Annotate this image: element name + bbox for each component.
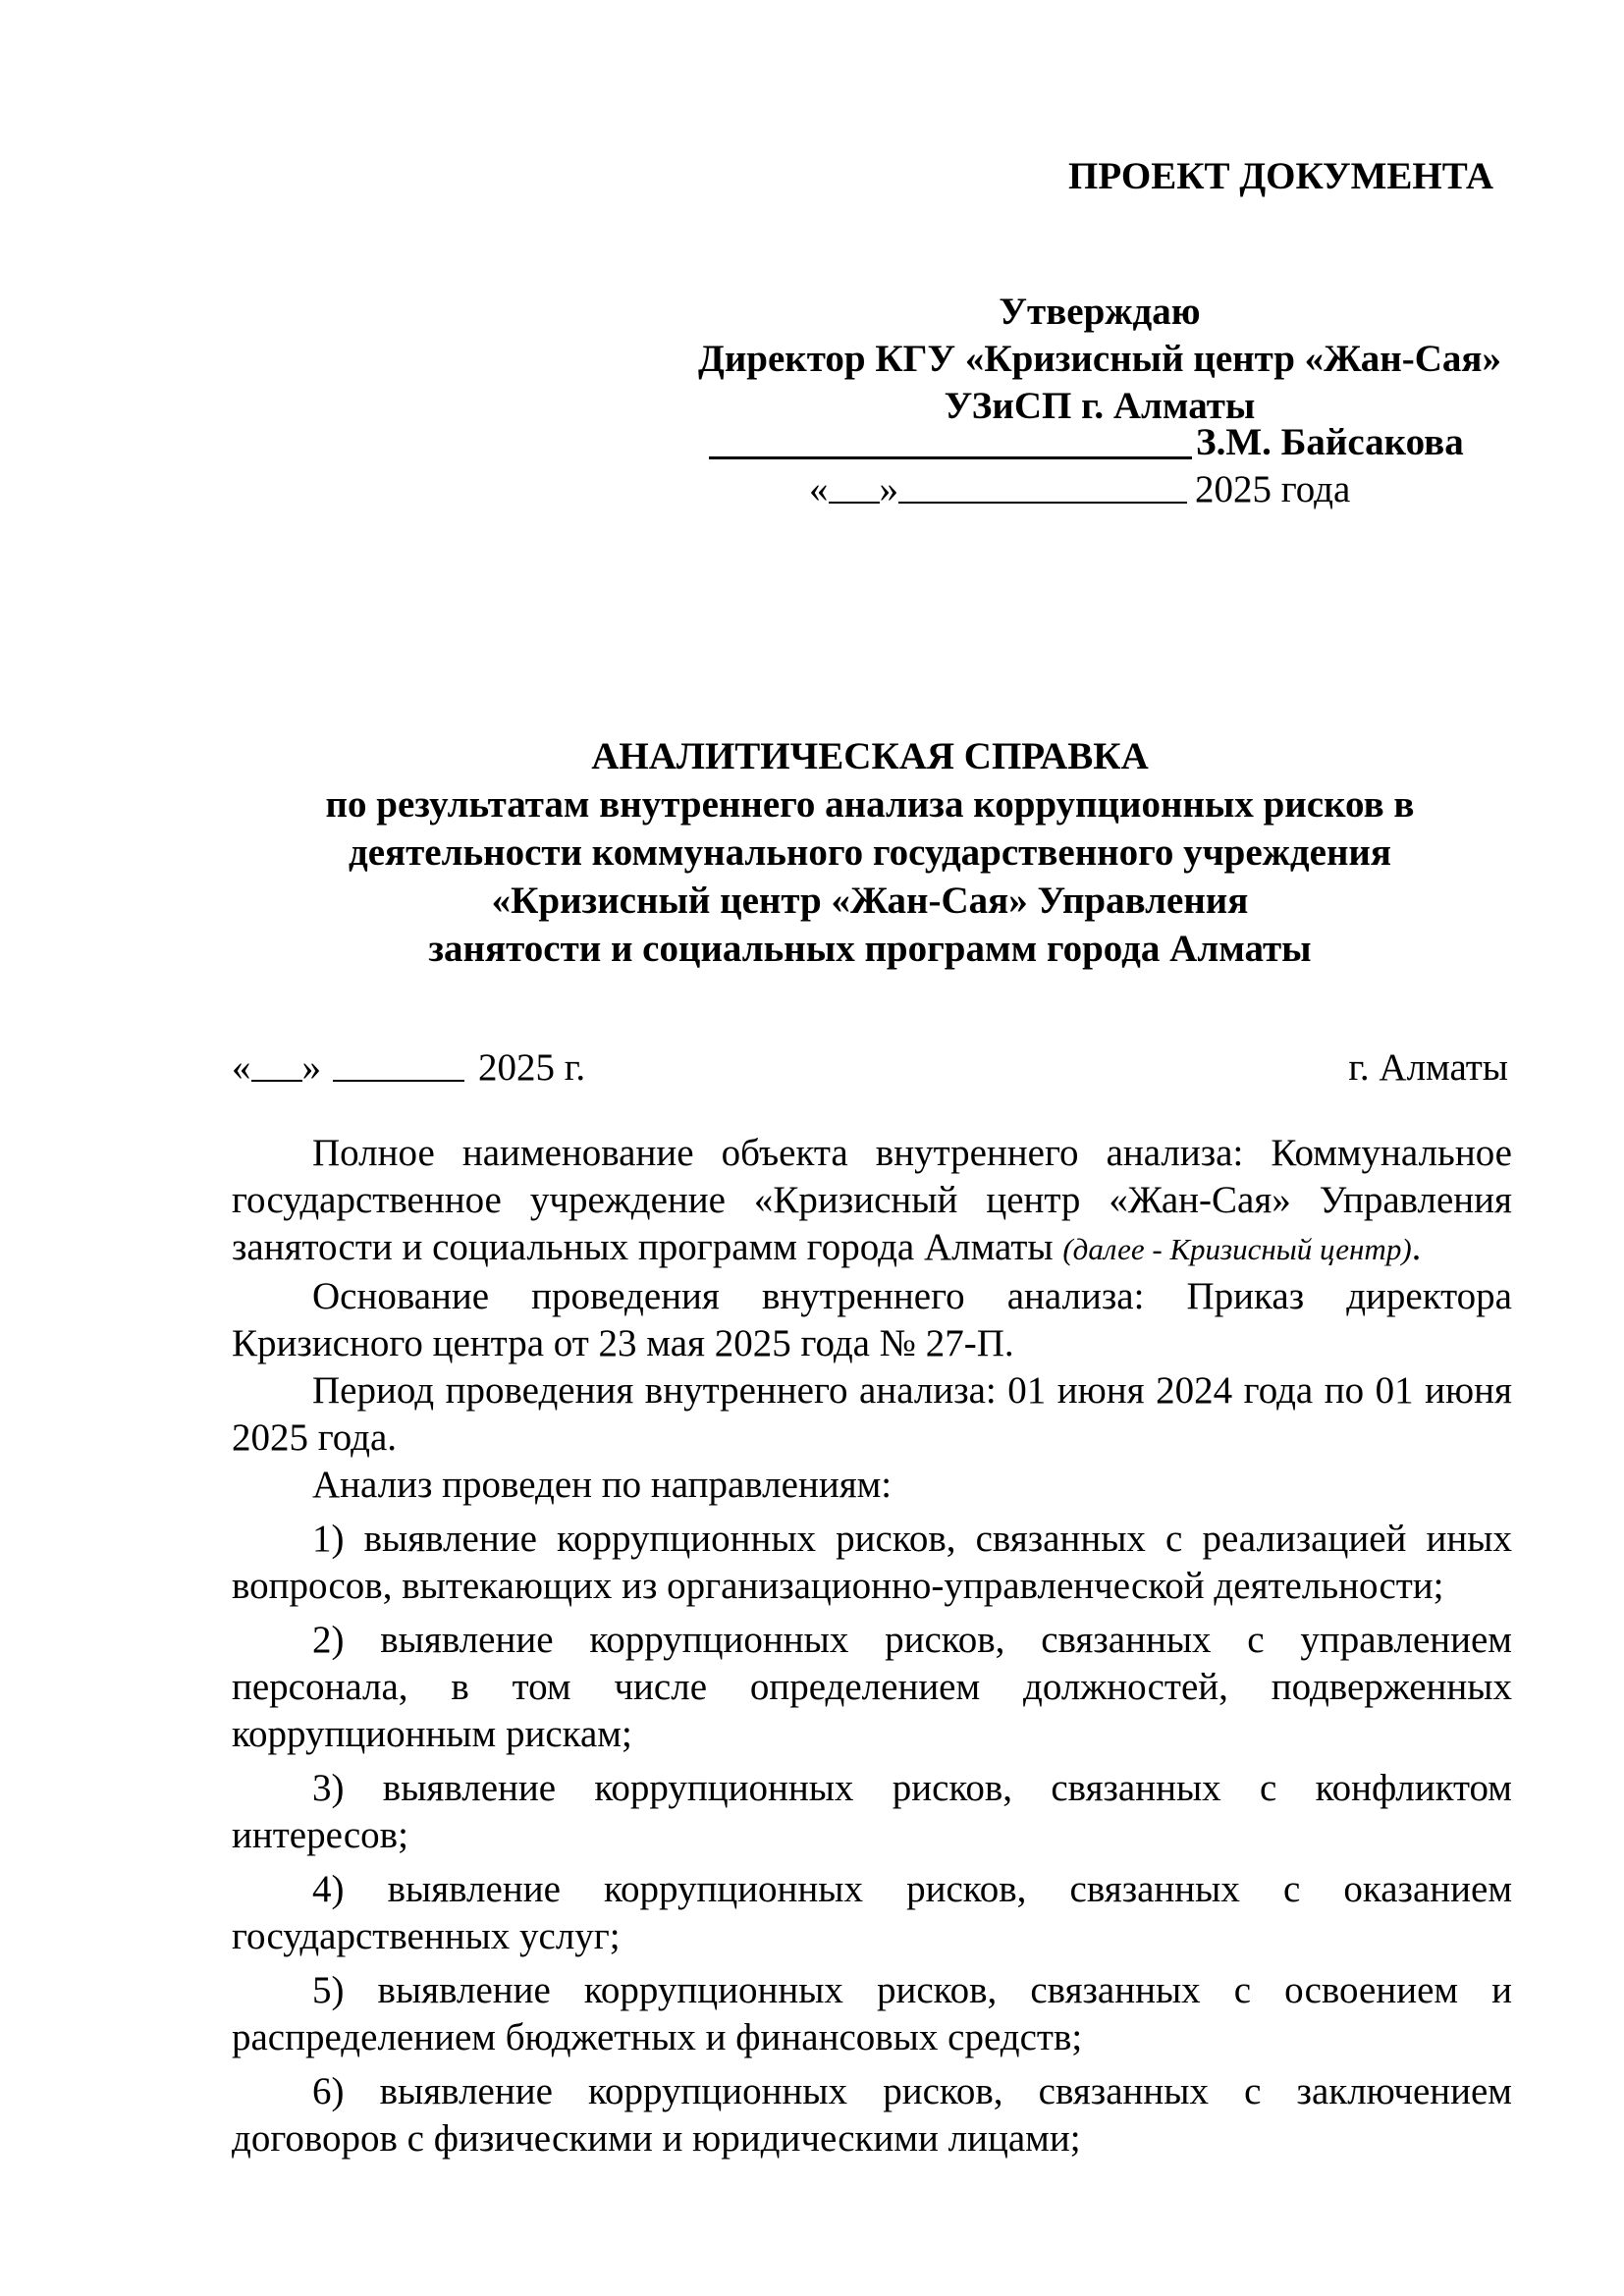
period-paragraph: Период проведения внутреннего анализа: 01 июня 2024 года по 01 июня 2025 года. <box>232 1369 1512 1459</box>
month-blank <box>898 466 1187 504</box>
direction-item: 4) выявление коррупционных рисков, связанных с оказанием государственных услуг; <box>232 1868 1512 1957</box>
direction-item: 1) выявление коррупционных рисков, связанных с реализацией иных вопросов, вытекающих из организационно-управленческой деятельности; <box>232 1518 1512 1607</box>
draft-label: ПРОЕКТ ДОКУМЕНТА <box>1068 155 1493 197</box>
document-year: 2025 г. <box>478 1046 586 1089</box>
signature-line <box>709 419 1192 459</box>
directions-intro: Анализ проведен по направлениям: <box>312 1464 893 1506</box>
signature-row <box>709 419 1464 466</box>
place-date-row <box>232 1044 1508 1092</box>
date-close-quote: » <box>301 1046 321 1089</box>
document-subtitle-line: занятости и социальных программ города Алматы <box>428 928 1312 970</box>
document-city: г. Алматы <box>1348 1046 1508 1089</box>
date-open-quote: « <box>809 468 829 510</box>
date-open-quote: « <box>232 1046 251 1089</box>
approval-block <box>668 289 1532 430</box>
signatory-name: З.М. Байсакова <box>1196 421 1464 463</box>
document-subtitle-line: деятельности коммунального государственного учреждения <box>348 831 1391 874</box>
direction-item: 3) выявление коррупционных рисков, связанных с конфликтом интересов; <box>232 1767 1512 1856</box>
approval-department: УЗиСП г. Алматы <box>944 385 1256 427</box>
date-close-quote: » <box>879 468 898 510</box>
basis-paragraph: Основание проведения внутреннего анализа: Приказ директора Кризисного центра от 23 мая 2025 года № 27-П. <box>232 1275 1512 1364</box>
direction-item: 2) выявление коррупционных рисков, связанных с управлением персонала, в том числе определением должностей, подверженных коррупционным рискам; <box>232 1619 1512 1755</box>
object-name-text: Полное наименование объекта внутреннего анализа: Коммунальное государственное учреждение «Кризисный центр «Жан-Сая» Управления занятости и социальных программ города Алматы <box>232 1132 1512 1268</box>
document-title: АНАЛИТИЧЕСКАЯ СПРАВКА <box>591 735 1149 777</box>
document-subtitle-line: по результатам внутреннего анализа коррупционных рисков в <box>325 783 1415 826</box>
approval-date-row <box>809 466 1350 513</box>
object-name-paragraph <box>232 1130 1512 1273</box>
direction-item: 5) выявление коррупционных рисков, связанных с освоением и распределением бюджетных и финансовых средств; <box>232 1969 1512 2058</box>
approval-heading: Утверждаю <box>999 291 1201 333</box>
approval-position: Директор КГУ «Кризисный центр «Жан-Сая» <box>698 338 1501 380</box>
document-subtitle-line: «Кризисный центр «Жан-Сая» Управления <box>491 880 1249 922</box>
month-blank <box>333 1044 464 1082</box>
document-title-block <box>232 732 1508 973</box>
approval-year: 2025 года <box>1195 468 1351 510</box>
object-name-end: . <box>1411 1226 1422 1268</box>
object-short-name-note: (далее - Кризисный центр) <box>1062 1232 1412 1266</box>
direction-item: 6) выявление коррупционных рисков, связанных с заключением договоров с физическими и юридическими лицами; <box>232 2070 1512 2160</box>
day-blank <box>251 1044 302 1082</box>
day-blank <box>829 466 880 504</box>
document-body <box>232 1130 1512 2163</box>
